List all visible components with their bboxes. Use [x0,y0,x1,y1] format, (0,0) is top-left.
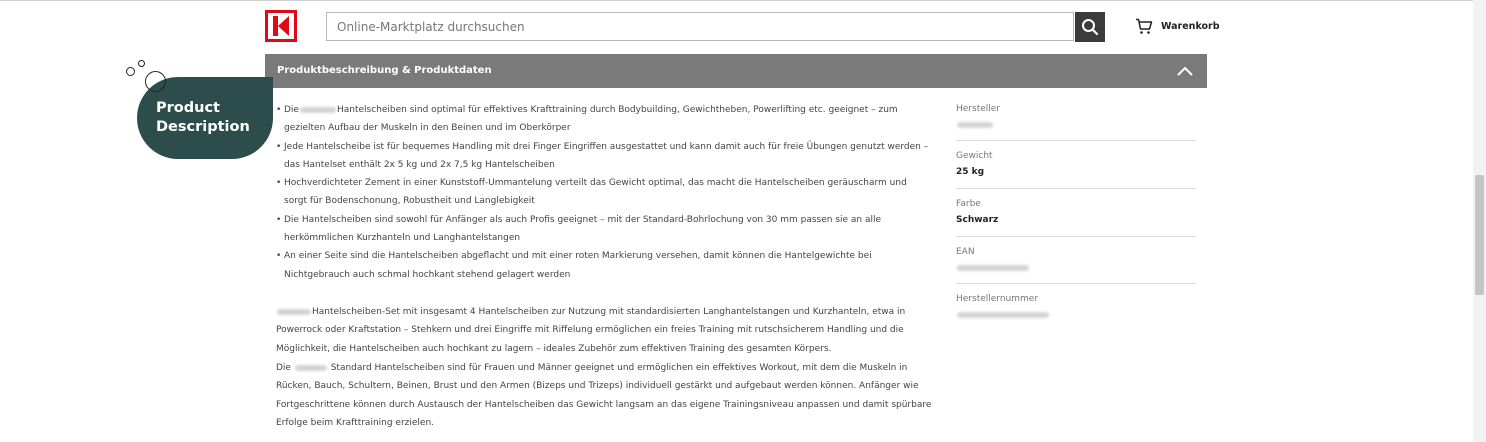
search-field[interactable] [326,12,1074,41]
spec-value: Schwarz [956,215,999,225]
spec-value [956,310,1196,320]
spec-value [956,263,1196,273]
divider [956,140,1196,141]
scrollbar-thumb[interactable] [1475,175,1484,295]
spec-label: Farbe [956,199,981,209]
list-item-text: An einer Seite sind die Hantelscheiben abgeflacht und mit einer roten Markierung versehen, damit können die Hantelgewichte bei Nichtgebrauch auch schmal hochkant stehend gelagert werden [284,251,872,280]
logo-k-icon [268,13,294,39]
list-item-text-start: Die [284,105,299,115]
panel-title: Produktbeschreibung & Produktdaten [277,65,492,76]
spec-label: Hersteller [956,104,1000,114]
divider [956,283,1196,284]
callout-text [156,99,250,137]
redacted-brand [300,107,336,113]
decor-circle [138,60,145,67]
list-item [276,211,932,248]
redacted-brand [277,309,311,315]
redacted-brand [295,365,327,371]
cart-link[interactable] [1135,18,1220,35]
spec-value [956,120,1196,130]
redacted-value [957,312,1049,318]
list-item [276,174,932,211]
decor-circle [145,71,166,92]
top-border [0,0,1486,1]
paragraph-text: Standard Hantelscheiben sind für Frauen und Männer geeignet und ermöglichen ein effektives Workout, mit dem die Muskeln in Rücken, Bauch, Schultern, Beinen, Brust und den Armen (Bizeps und Trizeps) individuell gestärkt und aufgebaut werden können. Anfänger wie Fortgeschrittene können durch Austausch der Hantelscheiben das Gewicht langsam an das eigene Trainingsniveau anpassen und damit spürbare Erfolge beim Krafttraining erzielen. [276,363,932,428]
spec-color [956,199,1196,225]
redacted-value [957,265,1029,271]
feature-list [276,101,932,284]
paragraph-text: Hantelscheiben-Set mit insgesamt 4 Hantelscheiben zur Nutzung mit standardisierten Langhantelstangen und Kurzhanteln, etwa in Powerrock oder Kraftstation – Stehkern und drei Eingriffe mit Riffelung ermöglichen ein freies Training mit rutschsicherem Handling und die Möglichkeit, die Hantelscheiben auch hochkant zu lagern – ideales Zubehör zum effektiven Training des gesamten Körpers. [276,307,906,354]
spec-label: Gewicht [956,151,993,161]
chevron-up-icon [1175,63,1195,79]
callout-line: Product [156,100,220,116]
decor-circle [126,67,135,76]
spec-value: 25 kg [956,167,985,177]
description-paragraph [276,303,932,358]
collapse-button[interactable] [1175,63,1195,79]
list-item [276,247,932,284]
divider [956,236,1196,237]
spec-weight [956,151,1196,177]
list-item-text: Die Hantelscheiben sind sowohl für Anfänger als auch Profis geeignet – mit der Standard-Bohrlochung von 30 mm passen sie an alle herkömmlichen Kurzhanteln und Langhantelstangen [284,214,882,244]
search-button[interactable] [1075,12,1105,42]
description-paragraph [276,359,932,432]
search-icon [1075,12,1105,42]
product-description [276,101,932,428]
spec-label: Herstellernummer [956,294,1039,304]
spec-manufacturer [956,104,1196,130]
description-panel-header[interactable] [265,54,1207,88]
kaufland-logo[interactable] [265,10,297,42]
list-item [276,138,932,175]
list-item [276,101,932,138]
divider [956,188,1196,189]
redacted-value [957,122,993,128]
search-input[interactable] [327,13,1073,40]
page-scrollbar[interactable] [1473,0,1486,442]
spec-ean [956,247,1196,273]
cart-label: Warenkorb [1161,21,1220,32]
spec-label: EAN [956,247,975,257]
list-item-text: Hochverdichteter Zement in einer Kunststoff-Ummantelung verteilt das Gewicht optimal, das macht die Hantelscheiben geräuscharm und sorgt für Bodenschonung, Robustheit und Langlebigkeit [284,178,907,207]
paragraph-text-start: Die [276,363,291,373]
spec-manufacturer-number [956,294,1196,320]
list-item-text: Hantelscheiben sind optimal für effektives Krafttraining durch Bodybuilding, Gewichtheben, Powerlifting etc. geeignet – zum gezielten Aufbau der Muskeln in den Beinen und im Oberkörper [284,105,898,134]
callout-line: Description [156,119,250,135]
list-item-text: Jede Hantelscheibe ist für bequemes Handling mit drei Finger Eingriffen ausgestattet und kann damit auch für freie Übungen genutzt werden – das Hantelset enthält 2x 5 kg und 2x 7,5 kg Hantelscheiben [284,141,929,170]
cart-icon [1135,18,1153,35]
